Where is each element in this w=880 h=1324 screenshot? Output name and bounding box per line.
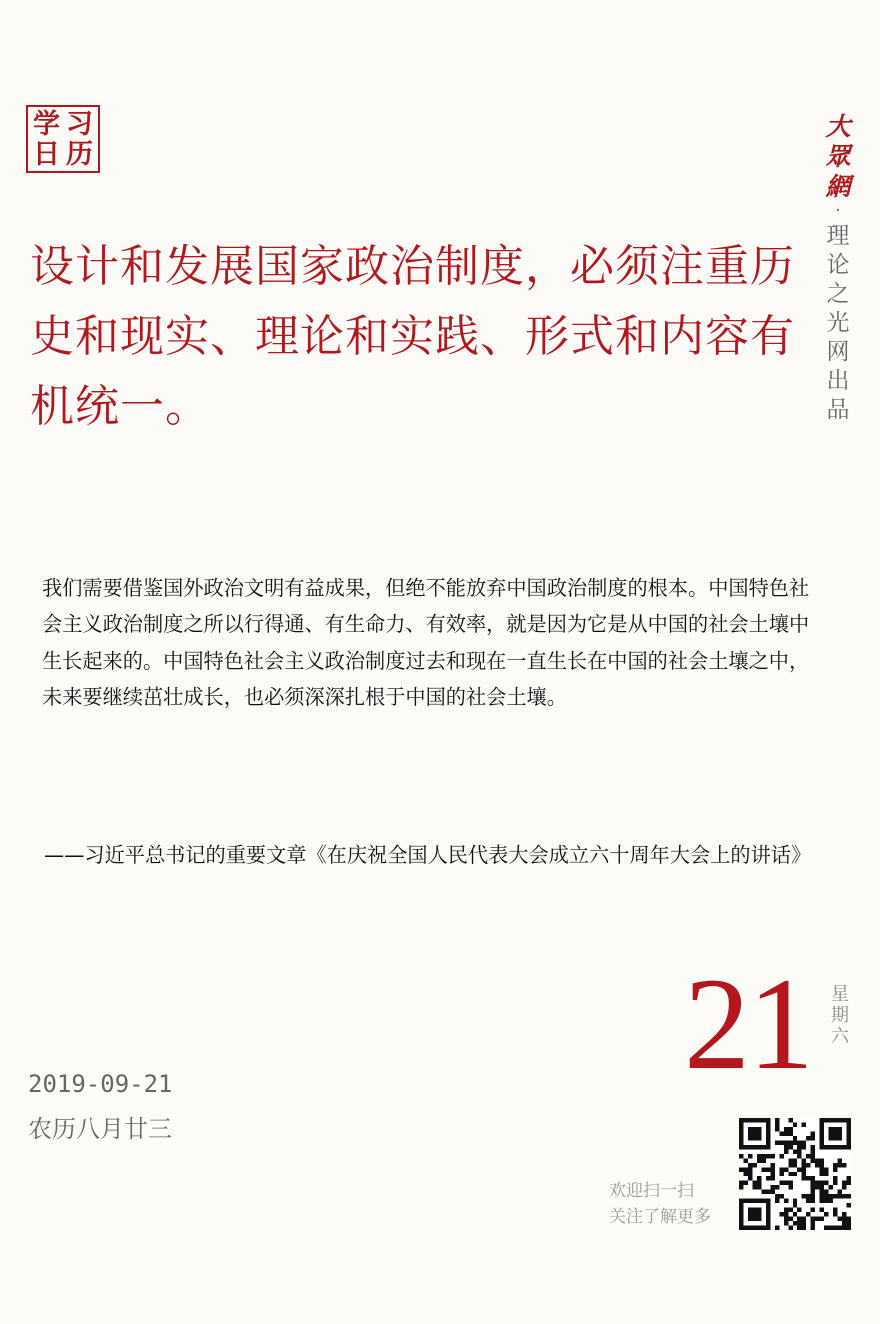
brand-product-char: 出 [826,368,850,394]
lunar-date: 农历八月廿三 [28,1115,172,1143]
quote-headline: 设计和发展国家政治制度，必须注重历史和现实、理论和实践、形式和内容有机统一。 [30,241,795,432]
brand-logo-char: 眾 [825,142,851,171]
logo-char: 日 [33,138,60,170]
quote-attribution: ——习近平总书记的重要文章《在庆祝全国人民代表大会成立六十周年大会上的讲话》 [44,843,812,867]
weekday-label [829,984,851,1047]
brand-product-char: 网 [826,339,850,365]
qr-caption-line: 关注了解更多 [609,1207,711,1227]
weekday-char: 期 [831,1005,849,1026]
brand-product-char: 之 [826,281,850,307]
day-number: 21 [684,950,812,1097]
weekday-char: 六 [831,1026,849,1047]
quote-body: 我们需要借鉴国外政治文明有益成果，但绝不能放弃中国政治制度的根本。中国特色社会主义政治制度之所以行得通、有生命力、有效率，就是因为它是从中国的社会土壤中生长起来的。中国特色社会主义政治制度过去和现在一直生长在中国的社会土壤之中，未来要继续茁壮成长，也必须深深扎根于中国的社会土壤。 [42,576,810,710]
qr-code[interactable] [739,1118,851,1230]
logo-char: 习 [66,108,93,140]
brand-product-char: 品 [826,397,850,423]
brand-product-char: 论 [826,252,850,278]
brand-stamp [818,112,858,425]
qr-caption-line: 欢迎扫一扫 [609,1181,694,1201]
brand-product-char: 光 [826,310,850,336]
study-calendar-logo [26,105,100,173]
brand-product-char: 理 [826,223,850,249]
brand-logo-char: 大 [825,112,851,141]
brand-logo-char: 網 [825,172,851,201]
weekday-char: 星 [831,984,849,1005]
gregorian-date: 2019-09-21 [28,1070,173,1098]
qr-caption [609,1178,711,1230]
brand-separator: · [835,200,841,221]
logo-char: 学 [33,108,60,140]
logo-char: 历 [66,138,93,170]
